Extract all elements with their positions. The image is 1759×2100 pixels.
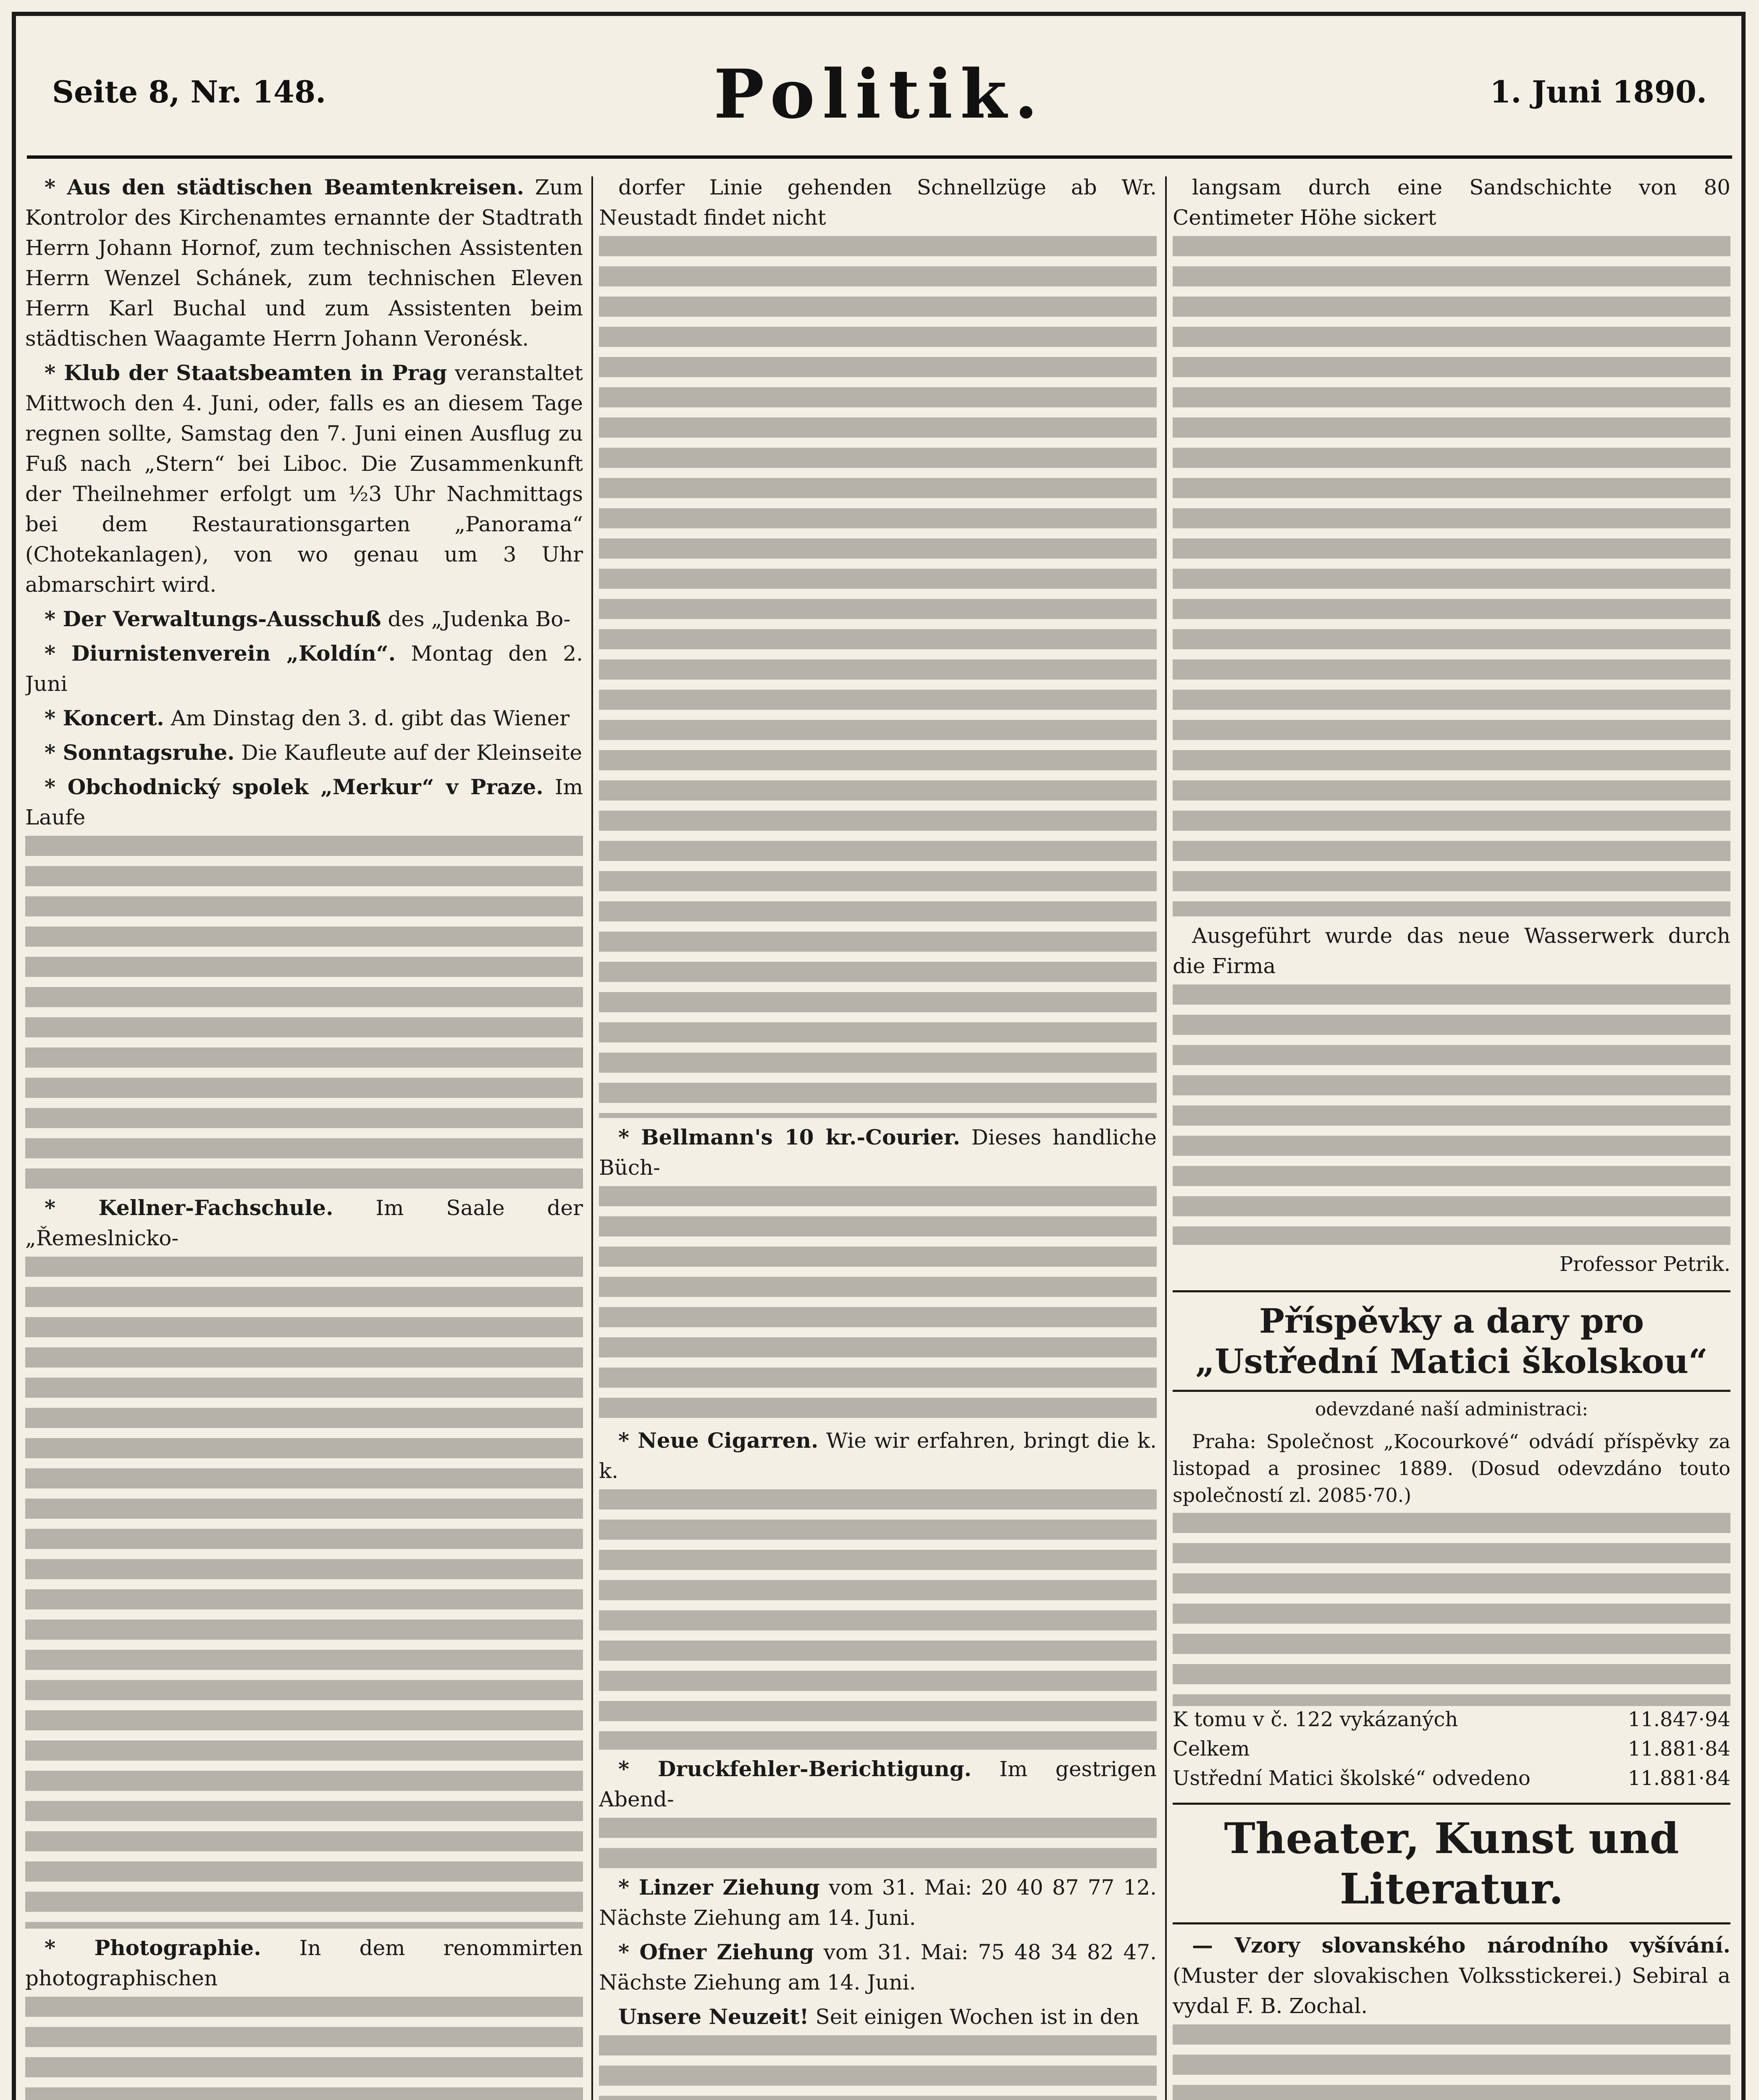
donation-label: Celkem [1173,1737,1250,1761]
article [25,358,583,600]
article [1173,921,1730,1245]
article [25,1933,583,2100]
text-lines-placeholder [25,1257,583,1929]
article-heading: * Linzer Ziehung [618,1875,820,1900]
article-heading: — Vzory slovanského národního vyšívání. [1192,1933,1730,1958]
article-heading: * Sonntagsruhe. [45,740,235,765]
article [1173,1930,1730,2100]
article-heading: * Kellner-Fachschule. [45,1195,333,1220]
donation-value: 11.881·84 [1628,1767,1730,1790]
lottery-linz [599,1872,1157,1933]
text-lines-placeholder [25,836,583,1189]
issue-date: 1. Juni 1890. [1490,74,1707,110]
donation-value: 11.847·94 [1628,1708,1730,1731]
article [25,638,583,699]
section-heading-theater: Theater, Kunst und Literatur. [1173,1803,1730,1924]
article-heading: * Druckfehler-Berichtigung. [618,1756,972,1781]
article [25,604,583,634]
article [25,172,583,354]
donation-value: 11.881·84 [1628,1737,1730,1761]
donor-list-placeholder [1173,1513,1730,1706]
article-heading: * Diurnistenverein „Koldín“. [45,641,396,666]
donation-row [1173,1735,1730,1762]
article-text: dorfer Linie gehenden Schnellzüge ab Wr. Neustadt findet nicht [599,175,1157,230]
article-text: (Muster der slovakischen Volksstickerei.) Sebiral a vydal F. B. Zochal. [1173,1964,1730,2018]
newspaper-title: Politik. [714,55,1045,134]
article [25,1193,583,1929]
article [599,1425,1157,1750]
author-signature: Professor Petrik. [1559,1252,1730,1276]
article-text: Dieses handliche Büch- [599,1125,1157,1180]
article-heading: * Klub der Staatsbeamten in Prag [45,360,447,385]
text-lines-placeholder [25,1997,583,2100]
masthead-rule [27,155,1732,159]
article-heading: Unsere Neuzeit! [618,2004,809,2029]
text-lines-placeholder [599,236,1157,1118]
article-text: Montag den 2. Juni [25,641,583,696]
column-divider [1165,176,1167,2100]
text-lines-placeholder [599,1489,1157,1750]
article-text: Im Saale der „Řemeslnicko- [25,1196,583,1250]
column-1 [25,172,583,2100]
page-number: Seite 8, Nr. 148. [52,74,326,110]
article [25,703,583,733]
article-text: Im Laufe [25,775,583,830]
article-heading: * Der Verwaltungs-Ausschuß [45,606,381,631]
article [1173,172,1730,916]
masthead [27,50,1732,160]
article-heading: * Ofner Ziehung [618,1940,814,1964]
article-text: Im gestrigen Abend- [599,1757,1157,1811]
article-heading: * Neue Cigarren. [618,1428,819,1453]
text-lines-placeholder [1173,236,1730,916]
text-lines-placeholder [1173,2024,1730,2100]
article-heading: * Aus den städtischen Beamtenkreisen. [45,175,524,200]
donation-label: K tomu v č. 122 vykázaných [1173,1708,1458,1731]
section-heading-prispevky: Příspěvky a dary pro „Ustřední Matici školskou“ [1173,1290,1730,1392]
article-text: vom 31. Mai: 20 40 87 77 12. Nächste Ziehung am 14. Juni. [599,1875,1157,1930]
column-2 [599,172,1157,2100]
lottery-ofen [599,1937,1157,1998]
article-text: In dem renommirten photographischen [25,1936,583,1990]
article-text: Die Kaufleute auf der Kleinseite [241,740,582,765]
article [599,172,1157,1118]
text-lines-placeholder [599,1818,1157,1868]
section-subheading: odevzdané naší administraci: [1315,1399,1588,1420]
article [599,1754,1157,1868]
article-heading: * Bellmann's 10 kr.-Courier. [618,1125,961,1150]
column-divider [591,176,593,2100]
article [599,1122,1157,1421]
article-heading: * Obchodnický spolek „Merkur“ v Praze. [45,774,543,799]
text-lines-placeholder [599,2035,1157,2100]
article-text: des „Judenka Bo- [388,607,571,631]
article [25,738,583,768]
article-text: Zum Kontrolor des Kirchenamtes ernannte der Stadtrath Herrn Johann Hornof, zum technischen Assistenten Herrn Wenzel Schánek, zum technischen Eleven Herrn Karl Buchal und zum Assistenten beim städtischen Waagamte Herrn Johann Veronésk. [25,175,583,351]
donation-row [1173,1765,1730,1792]
donor-entry: Praha: Společnost „Kocourkové“ odvádí příspěvky za listopad a prosinec 1889. (Dosud odevzdáno touto společností zl. 2085·70.) [1173,1430,1730,1507]
article-text: vom 31. Mai: 75 48 34 82 47. Nächste Ziehung am 14. Juni. [599,1940,1157,1995]
text-lines-placeholder [1173,984,1730,1245]
donation-label: Ustřední Matici školské“ odvedeno [1173,1767,1531,1790]
article-text: langsam durch eine Sandschichte von 80 Centimeter Höhe sickert [1173,175,1730,230]
article [599,2002,1157,2100]
article-text: Seit einigen Wochen ist in den [815,2005,1139,2029]
column-3 [1173,172,1730,2100]
donation-row [1173,1706,1730,1733]
article-heading: * Photographie. [45,1935,261,1960]
article [25,772,583,1189]
article-text: Wie wir erfahren, bringt die k. k. [599,1428,1157,1483]
article-text: Am Dinstag den 3. d. gibt das Wiener [171,706,570,730]
article-text: veranstaltet Mittwoch den 4. Juni, oder, falls es an diesem Tage regnen sollte, Samstag den 7. Juni einen Ausflug zu Fuß nach „Stern“ bei Liboc. Die Zusammenkunft der Theilnehmer erfolgt um ½3 Uhr Nachmittags bei dem Restaurationsgarten „Panorama“ (Chotekanlagen), von wo genau um 3 Uhr abmarschirt wird. [25,361,583,597]
article-heading: * Koncert. [45,706,164,730]
text-lines-placeholder [599,1186,1157,1421]
article-text: Ausgeführt wurde das neue Wasserwerk durch die Firma [1173,924,1730,978]
